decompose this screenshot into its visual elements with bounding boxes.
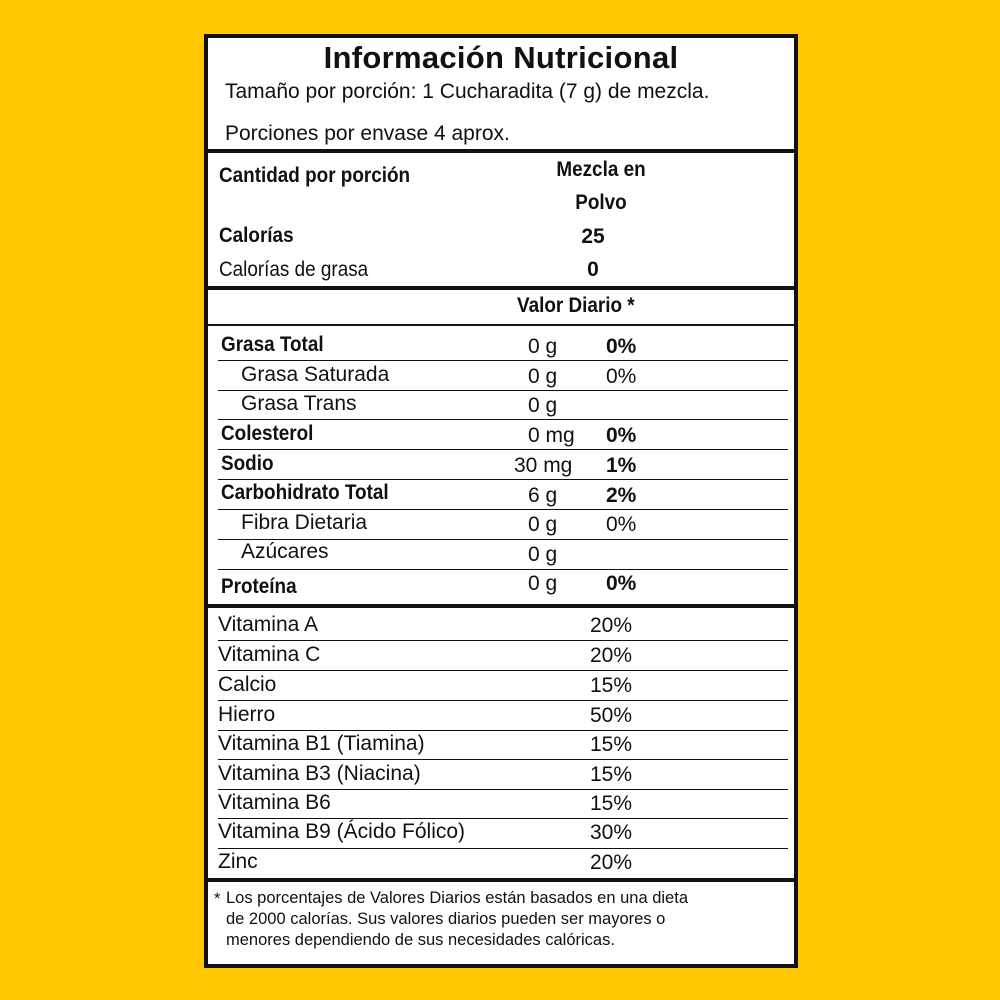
vitamin-name: Vitamina B9 (Ácido Fólico) xyxy=(218,820,466,843)
vitamin-value: 15% xyxy=(590,674,633,697)
column-header-line2: Polvo xyxy=(575,191,627,214)
nutrient-amount: 0 g xyxy=(528,543,558,566)
nutrient-amount: 6 g xyxy=(528,484,558,507)
nutrient-amount: 0 g xyxy=(528,513,558,536)
vitamin-value: 20% xyxy=(590,644,633,667)
row-rule xyxy=(218,360,788,361)
nutrient-amount: 0 g xyxy=(528,365,558,388)
vitamin-value: 20% xyxy=(590,851,633,874)
row-rule xyxy=(218,700,788,701)
section-divider xyxy=(208,878,794,882)
nutrient-name: Carbohidrato Total xyxy=(221,481,389,504)
fat-calories-label: Calorías de grasa xyxy=(219,258,369,281)
section-divider xyxy=(208,149,794,153)
amount-per-serving-header: Cantidad por porción xyxy=(219,164,411,187)
nutrient-name: Colesterol xyxy=(221,422,314,445)
nutrient-name: Grasa Total xyxy=(221,333,324,356)
calories-label: Calorías xyxy=(219,224,294,247)
nutrient-name: Proteína xyxy=(221,575,297,598)
nutrient-daily-value: 0% xyxy=(606,513,637,536)
nutrient-amount: 30 mg xyxy=(514,454,573,477)
footnote-line: menores dependiendo de sus necesidades calóricas. xyxy=(226,931,615,949)
nutrient-name: Fibra Dietaria xyxy=(241,511,368,534)
vitamin-name: Vitamina A xyxy=(218,613,319,636)
footnote-line: de 2000 calorías. Sus valores diarios pueden ser mayores o xyxy=(226,910,666,928)
servings-per-container: Porciones por envase 4 aprox. xyxy=(225,122,510,145)
row-rule xyxy=(218,848,788,849)
nutrient-daily-value: 2% xyxy=(606,484,637,507)
daily-value-header: Valor Diario * xyxy=(517,294,635,317)
vitamin-value: 15% xyxy=(590,763,633,786)
nutrient-daily-value: 0% xyxy=(606,572,637,595)
nutrition-facts-panel xyxy=(204,34,798,968)
nutrient-amount: 0 g xyxy=(528,394,558,417)
section-divider xyxy=(208,324,794,326)
vitamin-value: 30% xyxy=(590,821,633,844)
row-rule xyxy=(218,730,788,731)
nutrient-amount: 0 g xyxy=(528,335,558,358)
nutrient-name: Azúcares xyxy=(241,540,329,563)
vitamin-name: Vitamina B1 (Tiamina) xyxy=(218,732,425,755)
row-rule xyxy=(218,419,788,420)
row-rule xyxy=(218,479,788,480)
vitamin-name: Calcio xyxy=(218,673,277,696)
row-rule xyxy=(218,390,788,391)
nutrient-amount: 0 mg xyxy=(528,424,575,447)
section-divider xyxy=(208,604,794,608)
row-rule xyxy=(218,789,788,790)
row-rule xyxy=(218,509,788,510)
row-rule xyxy=(218,449,788,450)
vitamin-value: 15% xyxy=(590,792,633,815)
vitamin-value: 50% xyxy=(590,704,633,727)
nutrient-name: Sodio xyxy=(221,452,274,475)
label-title: Información Nutricional xyxy=(323,40,679,75)
nutrient-daily-value: 0% xyxy=(606,335,637,358)
fat-calories-value: 0 xyxy=(587,258,599,281)
footnote-line: Los porcentajes de Valores Diarios están basados en una dieta xyxy=(226,889,688,907)
footnote-asterisk: * xyxy=(214,890,221,908)
vitamin-name: Vitamina B3 (Niacina) xyxy=(218,762,421,785)
nutrient-daily-value: 1% xyxy=(606,454,637,477)
nutrient-daily-value: 0% xyxy=(606,424,637,447)
nutrient-name: Grasa Saturada xyxy=(241,363,390,386)
row-rule xyxy=(218,670,788,671)
row-rule xyxy=(218,818,788,819)
vitamin-name: Vitamina B6 xyxy=(218,791,331,814)
vitamin-value: 15% xyxy=(590,733,633,756)
vitamin-name: Zinc xyxy=(218,850,258,873)
column-header-line1: Mezcla en xyxy=(556,158,646,181)
row-rule xyxy=(218,569,788,570)
calories-value: 25 xyxy=(581,225,605,248)
vitamin-name: Vitamina C xyxy=(218,643,321,666)
section-divider xyxy=(208,286,794,290)
serving-size: Tamaño por porción: 1 Cucharadita (7 g) de mezcla. xyxy=(225,80,710,103)
row-rule xyxy=(218,759,788,760)
vitamin-value: 20% xyxy=(590,614,633,637)
nutrient-name: Grasa Trans xyxy=(241,392,357,415)
row-rule xyxy=(218,640,788,641)
vitamin-name: Hierro xyxy=(218,703,276,726)
nutrient-daily-value: 0% xyxy=(606,365,637,388)
nutrient-amount: 0 g xyxy=(528,572,558,595)
